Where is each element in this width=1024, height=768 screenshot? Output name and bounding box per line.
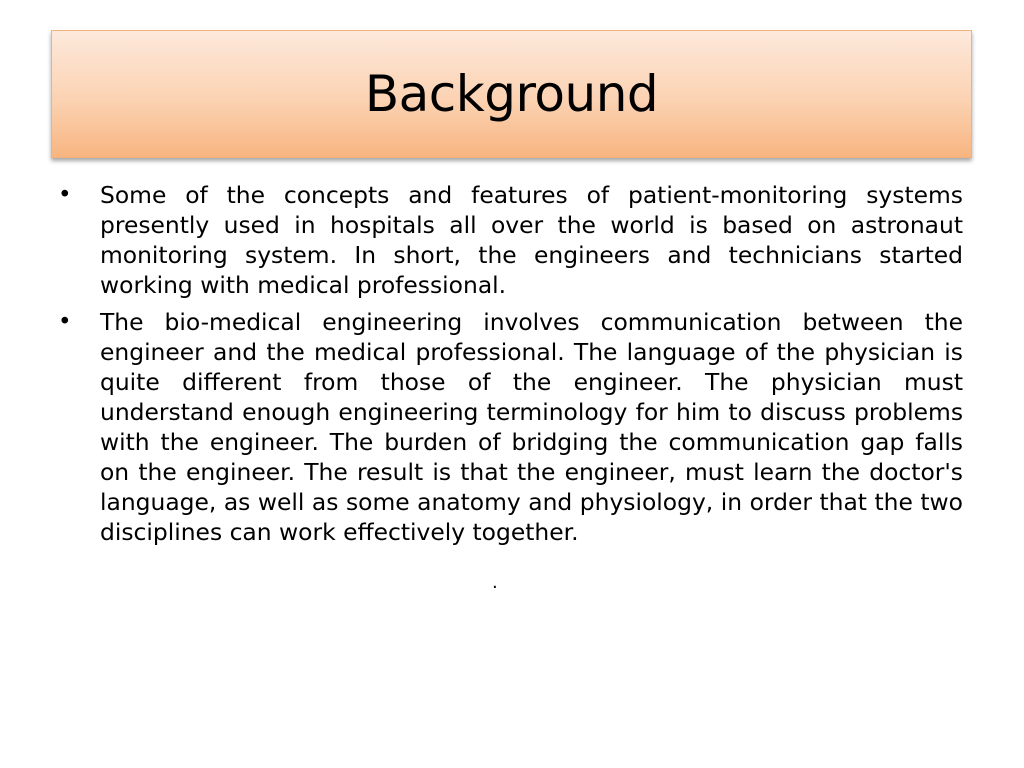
slide-title: Background <box>364 65 659 123</box>
title-banner <box>51 30 972 158</box>
bullet-marker: • <box>58 309 72 335</box>
bullet-list <box>58 180 963 554</box>
bullet-text: Some of the concepts and features of patient-monitoring systems presently used in hospitals all over the world is based on astronaut monitoring system. In short, the engineers and technicians started working with medical professional. <box>100 181 963 299</box>
trailing-dot: . <box>492 572 498 593</box>
bullet-marker: • <box>58 182 72 208</box>
bullet-item-1 <box>58 180 963 300</box>
bullet-text: The bio-medical engineering involves communication between the engineer and the medical professional. The language of the physician is quite different from those of the engineer. The physician must understand enough engineering terminology for him to discuss problems with the engineer. The burden of bridging the communication gap falls on the engineer. The result is that the engineer, must learn the doctor's language, as well as some anatomy and physiology, in order that the two disciplines can work effectively together. <box>100 308 963 546</box>
bullet-item-2 <box>58 307 963 547</box>
